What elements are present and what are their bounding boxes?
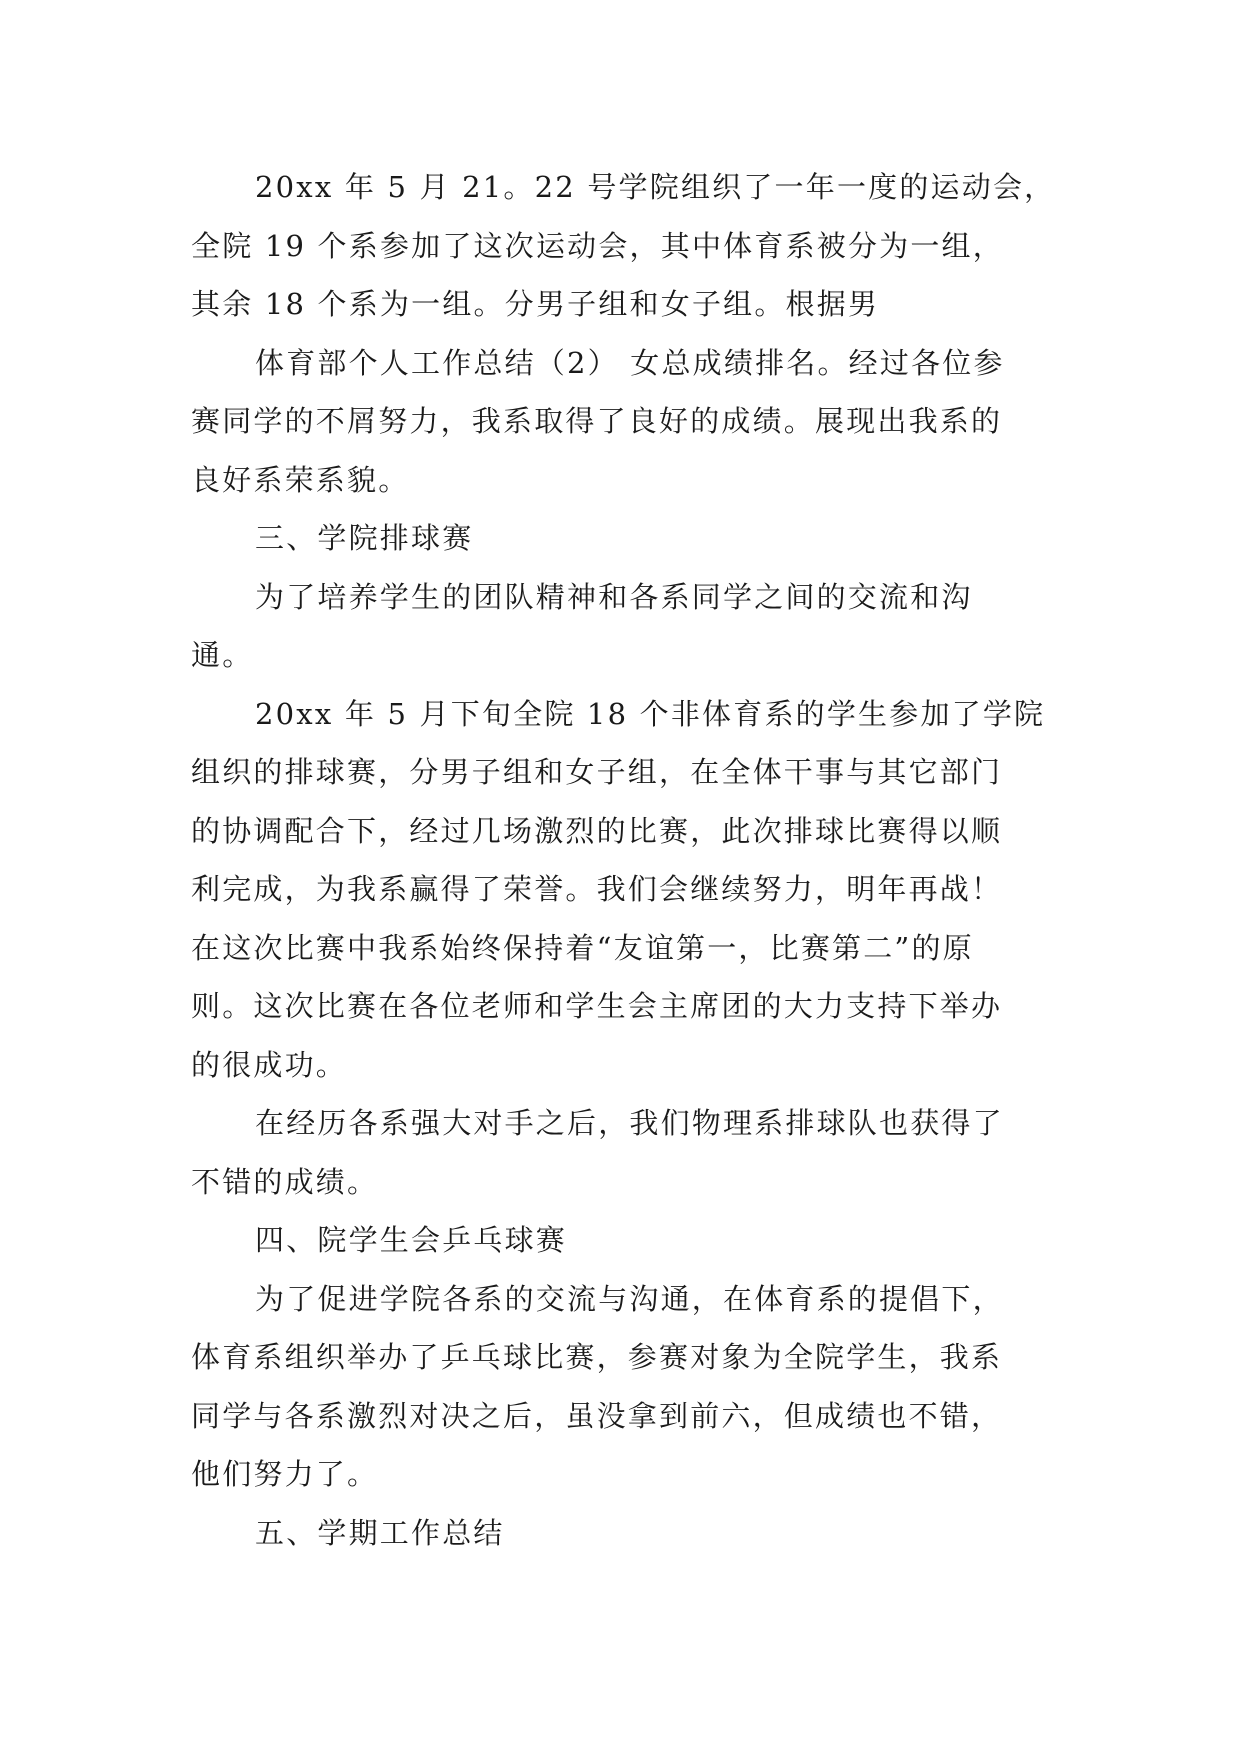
- heading-text: 三、学院排球赛: [255, 521, 474, 555]
- text-line: 为了促进学院各系的交流与沟通，在体育系的提倡下，: [255, 1281, 1004, 1316]
- text-line: 体育部个人工作总结（2） 女总成绩排名。经过各位参: [255, 345, 1005, 380]
- paragraph-volleyball-result: [191, 1094, 1061, 1211]
- paragraph-results: [191, 334, 1061, 510]
- section-heading-volleyball: [191, 509, 1061, 568]
- text-line: 赛同学的不屑努力，我系取得了良好的成绩。展现出我系的: [191, 404, 1003, 438]
- text-line: 体育系组织举办了乒乓球比赛，参赛对象为全院学生，我系: [191, 1340, 1003, 1374]
- text-line: 的协调配合下，经过几场激烈的比赛，此次排球比赛得以顺: [191, 813, 1003, 848]
- text-line: 的很成功。: [191, 1047, 348, 1082]
- text-line: 良好系荣系貌。: [191, 462, 410, 497]
- text-line: 则。这次比赛在各位老师和学生会主席团的大力支持下举办: [191, 989, 1003, 1023]
- paragraph-table-tennis: [191, 1270, 1061, 1504]
- text-line: 同学与各系激烈对决之后，虽没拿到前六，但成绩也不错，: [191, 1398, 1003, 1433]
- heading-text: 四、院学生会乒乓球赛: [255, 1223, 568, 1257]
- paragraph-volleyball-purpose: [191, 568, 1061, 685]
- document-body: [191, 158, 1061, 1562]
- paragraph-volleyball-details: [191, 685, 1061, 1095]
- text-line: 其余 18 个系为一组。分男子组和女子组。根据男: [191, 287, 880, 321]
- paragraph-sports-meet: [191, 158, 1061, 334]
- heading-text: 五、学期工作总结: [255, 1515, 505, 1550]
- text-line: 全院 19 个系参加了这次运动会，其中体育系被分为一组，: [191, 228, 1004, 263]
- text-line: 20xx 年 5 月下旬全院 18 个非体育系的学生参加了学院: [255, 696, 1046, 731]
- text-line: 通。: [191, 638, 254, 672]
- text-line: 在这次比赛中我系始终保持着“友谊第一，比赛第二”的原: [191, 930, 974, 965]
- text-line: 为了培养学生的团队精神和各系同学之间的交流和沟: [255, 579, 973, 614]
- text-line: 不错的成绩。: [191, 1164, 379, 1199]
- text-line: 20xx 年 5 月 21。22 号学院组织了一年一度的运动会，: [255, 170, 1056, 204]
- text-line: 他们努力了。: [191, 1457, 379, 1491]
- text-line: 组织的排球赛，分男子组和女子组，在全体干事与其它部门: [191, 755, 1003, 789]
- section-heading-table-tennis: [191, 1211, 1061, 1270]
- section-heading-summary: [191, 1504, 1061, 1563]
- text-line: 利完成，为我系赢得了荣誉。我们会继续努力，明年再战！: [191, 872, 1003, 906]
- text-line: 在经历各系强大对手之后，我们物理系排球队也获得了: [255, 1106, 1004, 1140]
